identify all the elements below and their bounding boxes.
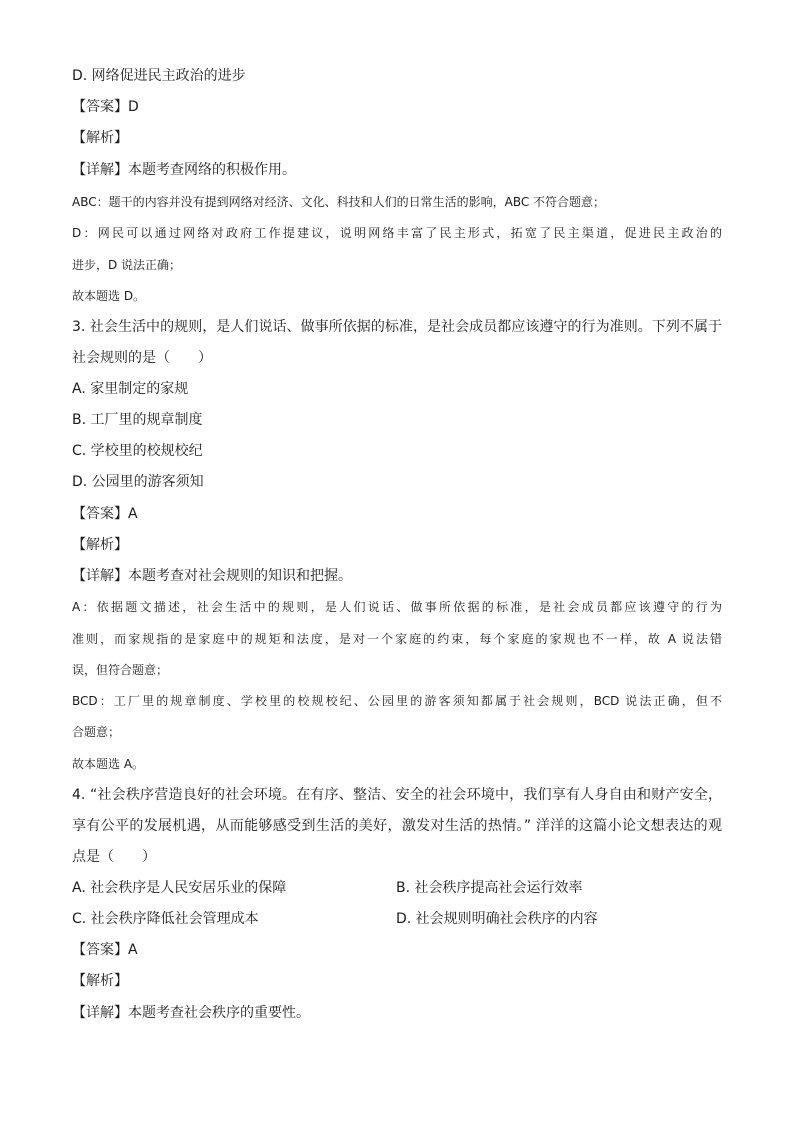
conclusion-line: 故本题选 A。 xyxy=(72,757,145,771)
option-d: D. 社会规则明确社会秩序的内容 xyxy=(396,911,598,927)
explanation-line: BCD：工厂里的规章制度、学校里的校规校纪、公园里的游客须知都属于社会规则，BCD 说法正确，但不 xyxy=(72,694,722,708)
option-b: B. 社会秩序提高社会运行效率 xyxy=(396,880,583,896)
answer-label: 【答案】A xyxy=(72,506,138,522)
detail-line: 【详解】本题考查社会秩序的重要性。 xyxy=(72,1005,310,1021)
explanation-line: A：依据题文描述，社会生活中的规则，是人们说话、做事所依据的标准，是社会成员都应该遵守的行为 xyxy=(72,600,722,614)
conclusion-line: 故本题选 D。 xyxy=(72,289,146,303)
question-3-stem: 社会规则的是（ ） xyxy=(72,350,212,366)
answer-label: 【答案】D xyxy=(72,99,139,115)
question-4-stem: 4. “社会秩序营造良好的社会环境。在有序、整洁、安全的社会环境中，我们享有人身自由和财产安全， xyxy=(72,787,722,803)
analysis-label: 【解析】 xyxy=(72,973,128,989)
explanation-line: ABC：题干的内容并没有提到网络对经济、文化、科技和人们的日常生活的影响，ABC 不符合题意； xyxy=(72,195,606,209)
question-4-stem: 享有公平的发展机遇，从而能够感受到生活的美好，激发对生活的热情。” 洋洋的这篇小论文想表达的观 xyxy=(72,818,722,834)
explanation-line: 合题意； xyxy=(72,725,121,739)
explanation-line: 误，但符合题意； xyxy=(72,663,169,677)
explanation-line: 进步，D 说法正确； xyxy=(72,258,182,272)
option-a: A. 社会秩序是人民安居乐业的保障 xyxy=(72,880,287,896)
explanation-line: 准则，而家规指的是家庭中的规矩和法度，是对一个家庭的约束，每个家庭的家规也不一样，故 A 说法错 xyxy=(72,632,722,646)
option-a: A. 家里制定的家规 xyxy=(72,381,189,397)
option-c: C. 学校里的校规校纪 xyxy=(72,443,203,459)
question-3-stem: 3. 社会生活中的规则，是人们说话、做事所依据的标准，是社会成员都应该遵守的行为准则。下列不属于 xyxy=(72,319,722,335)
option-c: C. 社会秩序降低社会管理成本 xyxy=(72,911,259,927)
detail-line: 【详解】本题考查网络的积极作用。 xyxy=(72,162,296,178)
analysis-label: 【解析】 xyxy=(72,130,128,146)
option-d: D. 公园里的游客须知 xyxy=(72,474,204,490)
option-d-line: D. 网络促进民主政治的进步 xyxy=(72,68,246,84)
answer-label: 【答案】A xyxy=(72,942,138,958)
explanation-line: D：网民可以通过网络对政府工作提建议，说明网络丰富了民主形式，拓宽了民主渠道，促进民主政治的 xyxy=(72,226,722,240)
question-4-stem: 点是（ ） xyxy=(72,849,156,865)
option-b: B. 工厂里的规章制度 xyxy=(72,412,203,428)
analysis-label: 【解析】 xyxy=(72,537,128,553)
detail-line: 【详解】本题考查对社会规则的知识和把握。 xyxy=(72,568,352,584)
